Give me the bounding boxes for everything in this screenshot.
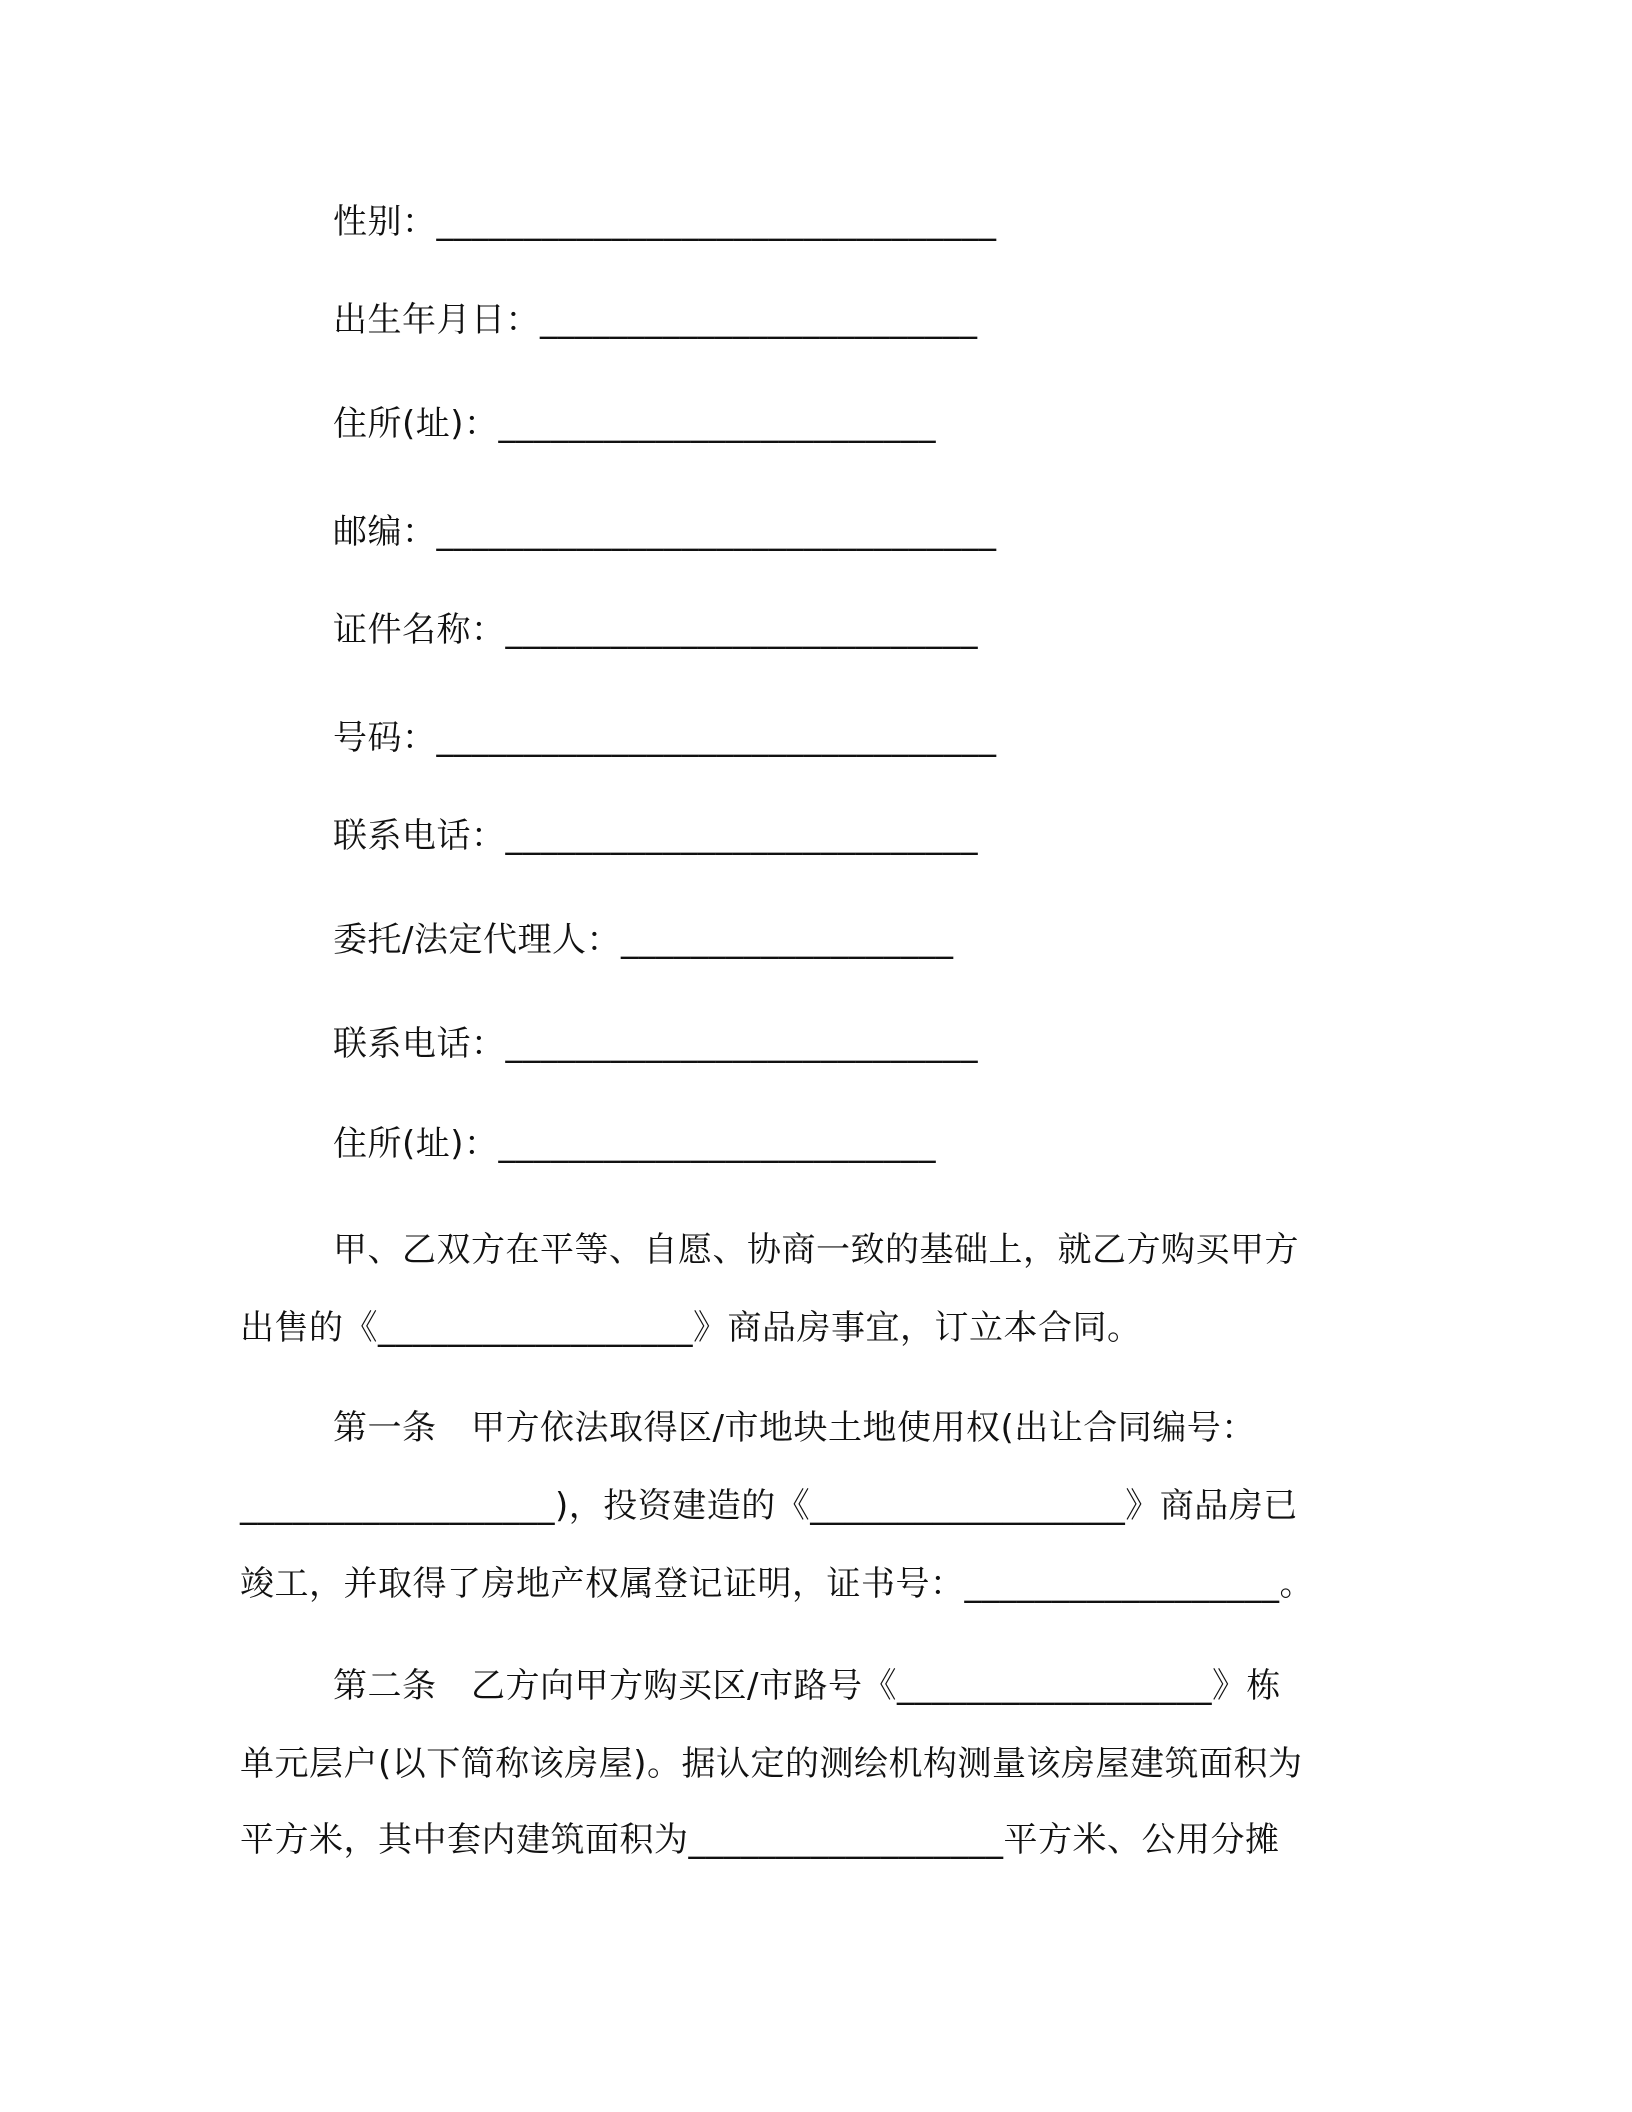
field-blank: ________________________________: [436, 202, 997, 242]
field-agent-phone: [333, 1021, 978, 1067]
field-blank: ________________________________: [436, 718, 997, 758]
field-id-number: [333, 715, 997, 761]
field-label: 号码：: [333, 718, 437, 758]
field-label: 委托/法定代理人：: [333, 920, 621, 960]
article-1-line-2: __________________)，投资建造的《__________________》商品房已: [240, 1486, 1298, 1526]
field-gender: [333, 199, 997, 245]
field-id-type: [333, 607, 978, 653]
article-2-line-2: 单元层户(以下简称该房屋)。据认定的测绘机构测量该房屋建筑面积为: [240, 1744, 1303, 1784]
field-blank: _________________________: [498, 1124, 937, 1164]
field-blank: _________________________: [540, 300, 978, 340]
field-agent: [333, 917, 953, 963]
field-label: 住所(址)：: [333, 1124, 499, 1164]
field-label: 出生年月日：: [333, 300, 540, 340]
field-blank: ________________________________: [436, 512, 997, 552]
field-blank: ___________________________: [505, 816, 978, 856]
field-phone: [333, 813, 978, 859]
field-address: [333, 401, 936, 447]
field-blank: ___________________: [620, 920, 954, 960]
field-label: 邮编：: [333, 512, 437, 552]
field-label: 性别：: [333, 202, 437, 242]
field-label: 住所(址)：: [333, 404, 499, 444]
field-label: 联系电话：: [333, 816, 506, 856]
article-1-line-3: 竣工，并取得了房地产权属登记证明，证书号：__________________。: [240, 1564, 1314, 1604]
field-blank: ___________________________: [505, 610, 978, 650]
field-blank: _________________________: [498, 404, 937, 444]
field-birthdate: [333, 297, 978, 343]
field-label: 证件名称：: [333, 610, 506, 650]
article-1-line-1: 第一条 甲方依法取得区/市地块土地使用权(出让合同编号：: [333, 1408, 1256, 1448]
field-postcode: [333, 509, 997, 555]
article-2-line-1: 第二条 乙方向甲方购买区/市路号《__________________》栋: [333, 1666, 1281, 1706]
intro-paragraph-line-2: 出售的《__________________》商品房事宜，订立本合同。: [240, 1308, 1142, 1348]
field-blank: ___________________________: [505, 1024, 978, 1064]
article-2-line-3: 平方米，其中套内建筑面积为__________________平方米、公用分摊: [240, 1820, 1280, 1860]
intro-paragraph-line-1: 甲、乙双方在平等、自愿、协商一致的基础上，就乙方购买甲方: [333, 1230, 1299, 1270]
field-agent-address: [333, 1121, 936, 1167]
field-label: 联系电话：: [333, 1024, 506, 1064]
